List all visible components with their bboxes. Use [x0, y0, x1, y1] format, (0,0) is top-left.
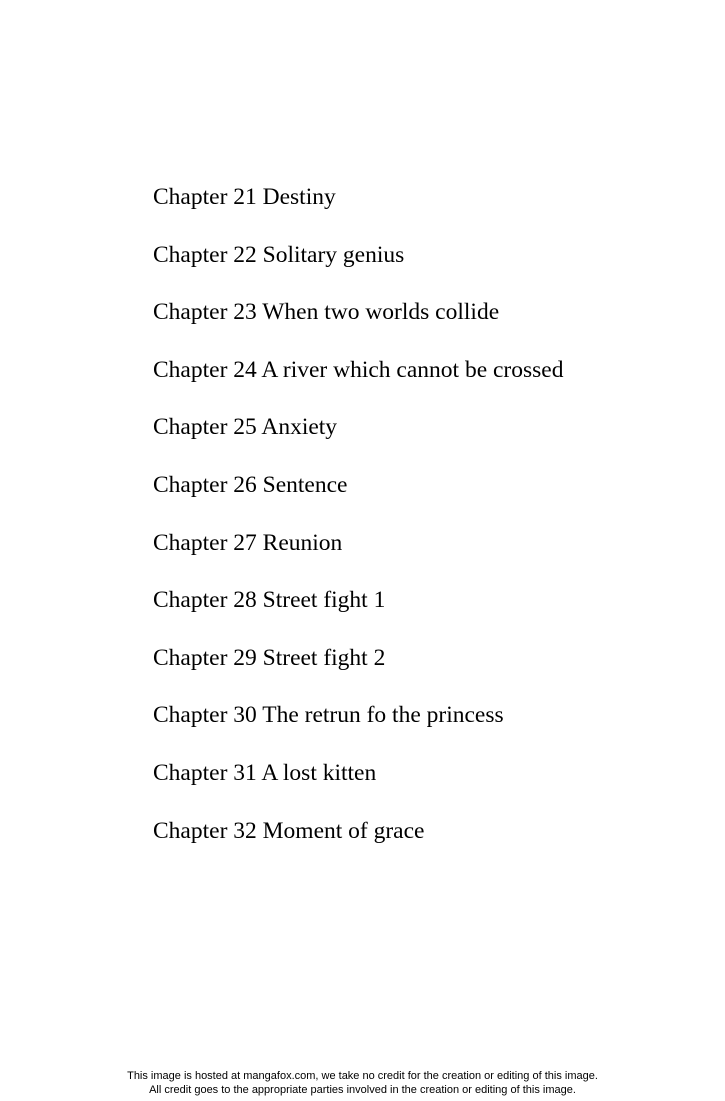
chapter-item: Chapter 30 The retrun fo the princess: [153, 702, 504, 729]
chapter-item: Chapter 31 A lost kitten: [153, 759, 377, 786]
hosting-notice-line-1: This image is hosted at mangafox.com, we take no credit for the creation or editing of this image.: [127, 1070, 598, 1082]
chapter-item: Chapter 22 Solitary genius: [153, 241, 405, 268]
chapter-item: Chapter 25 Anxiety: [153, 414, 338, 441]
chapter-list: [153, 181, 563, 872]
hosting-notice-line-2: All credit goes to the appropriate parties involved in the creation or editing of this image.: [149, 1084, 576, 1096]
chapter-item: Chapter 23 When two worlds collide: [153, 299, 500, 326]
hosting-notice: [0, 1069, 725, 1097]
chapter-item: Chapter 26 Sentence: [153, 471, 348, 498]
chapter-item: Chapter 27 Reunion: [153, 529, 343, 556]
chapter-item: Chapter 29 Street fight 2: [153, 644, 386, 671]
chapter-item: Chapter 32 Moment of grace: [153, 817, 425, 844]
chapter-item: Chapter 21 Destiny: [153, 184, 336, 210]
chapter-item: Chapter 28 Street fight 1: [153, 587, 386, 614]
chapter-item: Chapter 24 A river which cannot be crossed: [153, 356, 564, 383]
